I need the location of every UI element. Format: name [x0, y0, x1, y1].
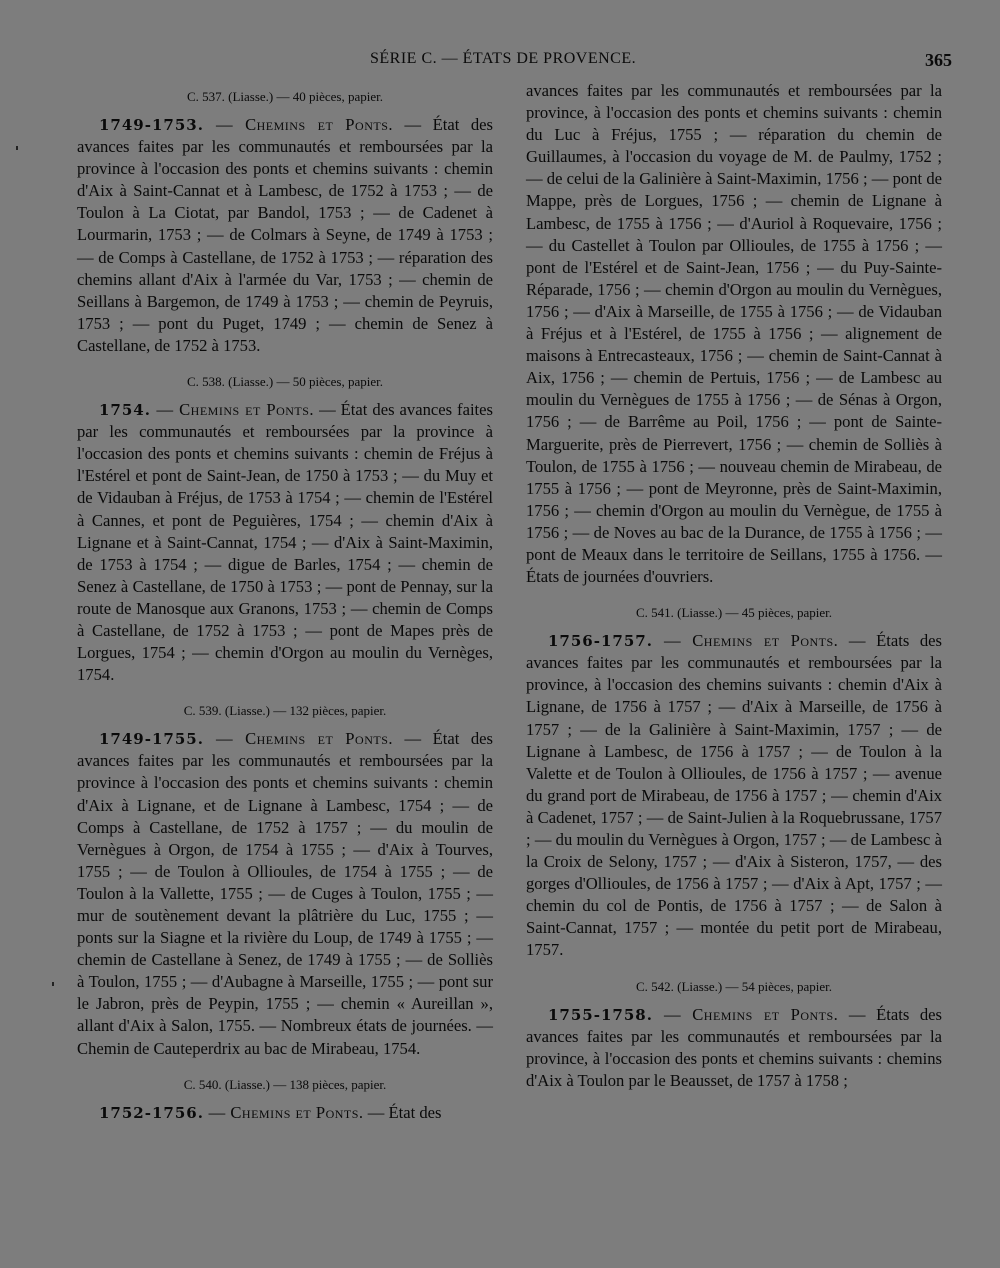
- entry-text: — État des avances faites par les communautés et remboursées par la province à l'occasion des ponts et chemins suivants : chemin d'Aix à Saint-Cannat et à Lambesc, de 1752 à 1753 ; — de Toulon à La Ciotat, par Bandol, 1753 ; — de Cadenet à Lourmarin, 1753 ; — de Colmars à Seyne, de 1749 à 1753 ; — de Comps à Castellane, de 1752 à 1753 ; — réparation des chemins allant d'Aix à l'armée du Var, 1753 ; — chemin de Seillans à Bargemon, de 1749 à 1753 ; — chemin de Peyruis, 1753 ; — pont du Puget, 1749 ; — chemin de Senez à Castellane, de 1752 à 1753.: [77, 115, 493, 355]
- entry-text: — État des avances faites par les communautés et remboursées par la province à l'occasion des ponts et chemins suivants : chemin de Fréjus à l'Estérel et pont de Saint-Jean, de 1750 à 1753 ; — du Muy et de Vidauban à Fréjus, de 1753 à 1754 ; — chemin de l'Estérel à Cannes, et pont de Peguières, 1754 ; — chemin d'Aix à Lignane et à Saint-Cannat, 1754 ; — d'Aix à Saint-Maximin, de 1753 à 1754 ; — digue de Barles, 1754 ; — chemin de Senez à Castellane, de 1750 à 1753 ; — pont de Pennay, sur la route de Manosque aux Granons, 1753 ; — chemin de Comps à Castellane, de 1752 à 1753 ; — pont de Mapes près de Lorgues, 1754 ; — chemin d'Orgon au moulin du Vernèges, 1754.: [77, 400, 493, 685]
- entry-text: — État des: [363, 1102, 442, 1122]
- entry-date: 1752-1756.: [99, 1103, 204, 1122]
- entry-reference: C. 541. (Liasse.) — 45 pièces, papier.: [635, 605, 833, 621]
- entry-continuation: avances faites par les communautés et remboursées par la province, à l'occasion des ponts et chemins suivants : chemin du Luc à Fréjus, 1755 ; — réparation du chemin de Guillaumes, à l'occasion du voyage de M. de Paulmy, 1752 ; — de celui de la Galinière à Saint-Maximin, 1756 ; — pont de Mappe, près de Lorgues, 1756 ; — chemin de Lignane à Lambesc, de 1755 à 1756 ; — d'Auriol à Roquevaire, 1756 ; — du Castellet à Toulon par Ollioules, de 1755 à 1756 ; — pont de l'Estérel et de Saint-Jean, 1756 ; — du Puy-Sainte-Réparade, 1756 ; — chemin d'Orgon au moulin du Vernègues, 1756 ; — d'Aix à Marseille, de 1755 à 1756 ; — de Vidauban à Fréjus et à l'Estérel, de 1755 à 1756 ; — alignement de maisons à Entrecasteaux, 1756 ; — chemin de Saint-Cannat à Aix, 1756 ; — chemin de Pertuis, 1756 ; — de Lambesc au moulin du Vernègues de 1755 à 1756 ; — de Sénas à Orgon, 1756 ; — de Barrême au Poil, 1756 ; — pont de Sainte-Marguerite, près de Pierrevert, 1756 ; — chemin de Solliès à Toulon, de 1755 à 1756 ; — nouveau chemin de Mirabeau, de 1755 à 1756 ; — pont de Meyronne, près de Saint-Maximin, 1756 ; — chemin d'Orgon au moulin du Vernègue, de 1755 à 1756 ; — de Noves au bac de la Durance, de 1755 à 1756 ; — pont de Meaux dans le territoire de Seillans, 1755 à 1756. — États de journées d'ouvriers.: [526, 81, 942, 587]
- entry-heading: — Chemins et Ponts.: [652, 631, 839, 651]
- entry-date: 1749-1753.: [99, 116, 204, 134]
- entry-date: 1755-1758.: [548, 1005, 653, 1024]
- entry-body: [77, 728, 493, 1059]
- entry-reference: C. 538. (Liasse.) — 50 pièces, papier.: [186, 374, 384, 390]
- entry-body: [77, 114, 493, 357]
- entry-reference: C. 542. (Liasse.) — 54 pièces, papier.: [635, 978, 833, 994]
- entry-heading: — Chemins et Ponts.: [150, 400, 315, 420]
- entry-c540: [77, 1076, 493, 1124]
- entry-c537: [77, 88, 493, 357]
- entry-body: [526, 1004, 942, 1092]
- entry-body: [526, 630, 942, 961]
- running-header: [0, 50, 1000, 74]
- entry-c542: [526, 978, 942, 1092]
- margin-speck: [16, 146, 18, 150]
- entry-date: 1756-1757.: [548, 632, 653, 651]
- right-column: [526, 80, 942, 1092]
- entry-reference: C. 540. (Liasse.) — 138 pièces, papier.: [183, 1076, 387, 1092]
- entry-text: — États des avances faites par les communautés et remboursées par la province, à l'occasion des ponts et chemins suivants : chemins d'Aix à Toulon par le Beausset, de 1757 à 1758 ;: [526, 1004, 942, 1090]
- entry-c538: [77, 373, 493, 686]
- entry-text: — États des avances faites par les communautés et remboursées par la province, à l'occasion des chemins suivants : chemin d'Aix à Lignane, de 1756 à 1757 ; — d'Aix à Marseille, de 1756 à 1757 ; — de la Galinière à Saint-Maximin, 1757 ; — de Lignane à Lambesc, de 1756 à 1757 ; — de Toulon à la Valette et de Toulon à Ollioules, de 1756 à 1757 ; — avenue du grand port de Mirabeau, de 1756 à 1757 ; — chemin d'Aix à Cadenet, 1757 ; — de Saint-Julien à la Roquebrussane, 1757 ; — du moulin du Vernègues à Orgon, 1757 ; — de Lambesc à la Croix de Selony, 1757 ; — d'Aix à Sisteron, 1757, — des gorges d'Ollioules, de 1756 à 1757 ; — d'Aix à Apt, 1757 ; — chemin du col de Pontis, de 1756 à 1757 ; — de Salon à Saint-Cannat, 1757 ; — montée du petit port de Mirabeau, 1757.: [526, 631, 942, 960]
- entry-c541: [526, 604, 942, 961]
- margin-speck: [52, 982, 54, 986]
- entry-reference: C. 537. (Liasse.) — 40 pièces, papier.: [186, 89, 384, 104]
- entry-heading: — Chemins et Ponts.: [203, 1102, 364, 1122]
- page-number: 365: [925, 50, 952, 70]
- left-column: [77, 82, 493, 1124]
- running-title: SÉRIE C. — ÉTATS DE PROVENCE.: [370, 50, 637, 67]
- entry-heading: — Chemins et Ponts.: [203, 115, 394, 134]
- entry-body: [77, 1102, 493, 1124]
- entry-heading: — Chemins et Ponts.: [652, 1004, 839, 1024]
- entry-reference: C. 539. (Liasse.) — 132 pièces, papier.: [183, 703, 387, 719]
- entry-date: 1749-1755.: [99, 730, 204, 749]
- entry-c539: [77, 702, 493, 1059]
- entry-body: [77, 399, 493, 686]
- entry-text: — État des avances faites par les communautés et remboursées par la province à l'occasion des ponts et chemins suivants : chemin d'Aix à Lignane, et de Lignane à Lambesc, 1754 ; — de Comps à Castellane, de 1752 à 1757 ; — du moulin de Vernègues à Orgon, de 1754 à 1755 ; — d'Aix à Tourves, 1755 ; — de Toulon à Ollioules, de 1754 à 1755 ; — de Toulon à la Vallette, 1755 ; — de Cuges à Toulon, 1755 ; — mur de soutènement devant la plâtrière du Luc, 1755 ; — ponts sur la Siagne et la rivière du Loup, de 1749 à 1755 ; — chemin de Castellane à Senez, de 1749 à 1755 ; — de Solliès à Toulon, 1755 ; — d'Aubagne à Marseille, 1755 ; — pont sur le Jabron, près de Peypin, 1755 ; — chemin « Aureillan », allant d'Aix à Salon, 1755. — Nombreux états de journées. — Chemin de Cauteperdrix au bac de Mirabeau, 1754.: [77, 729, 493, 1058]
- entry-date: 1754.: [99, 401, 151, 420]
- entry-heading: — Chemins et Ponts.: [203, 729, 394, 749]
